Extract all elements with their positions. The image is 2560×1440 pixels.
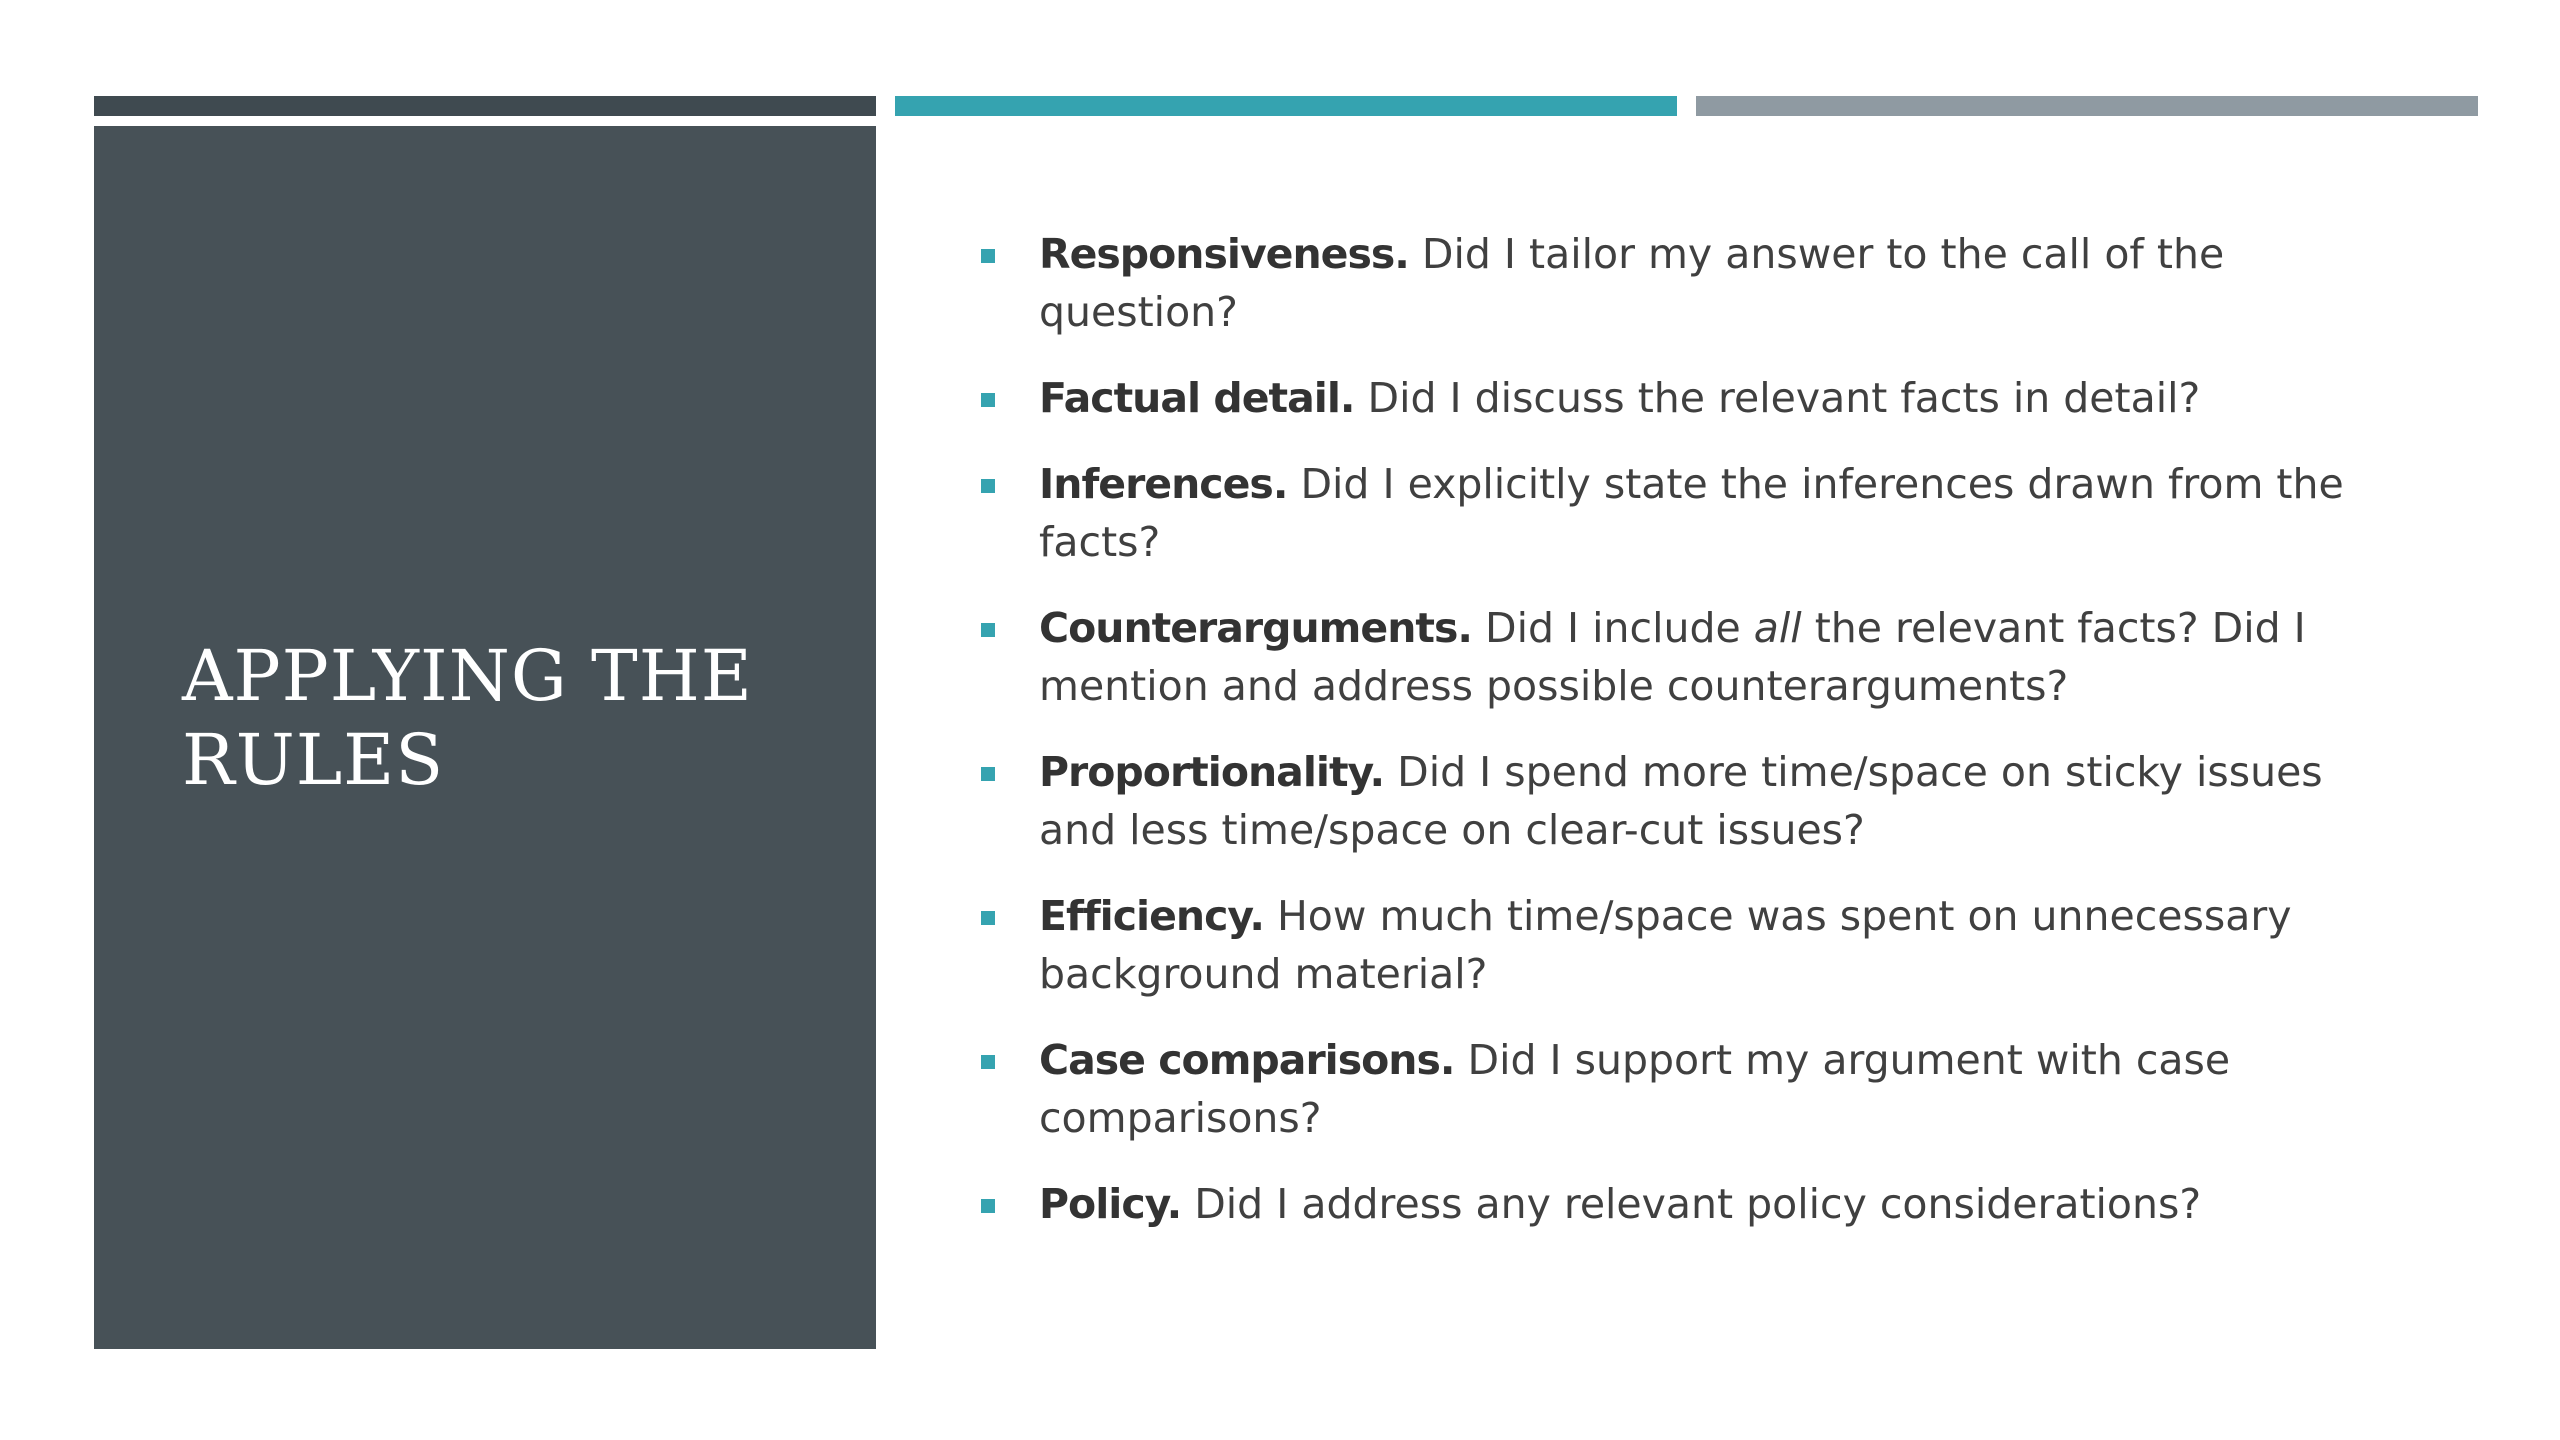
square-bullet-icon	[981, 623, 995, 637]
bullet-text: Did I support my argument with case comparisons?	[1039, 1036, 2231, 1142]
bullet-text: Did I explicitly state the inferences drawn from the facts?	[1039, 460, 2344, 566]
bullet-list	[975, 225, 2375, 1233]
list-item-efficiency	[975, 887, 2375, 1003]
accent-bar-gray	[1696, 96, 2478, 116]
title-panel	[94, 126, 876, 1349]
square-bullet-icon	[981, 1055, 995, 1069]
list-item-case-comparisons	[975, 1031, 2375, 1147]
list-item-responsiveness	[975, 225, 2375, 341]
bullet-term: Policy.	[1039, 1180, 1182, 1228]
bullet-text: How much time/space was spent on unnecessary background material?	[1039, 892, 2292, 998]
square-bullet-icon	[981, 393, 995, 407]
bullet-text: Did I address any relevant policy considerations?	[1181, 1180, 2202, 1228]
bullet-term: Inferences.	[1039, 460, 1288, 508]
square-bullet-icon	[981, 767, 995, 781]
bullet-term: Case comparisons.	[1039, 1036, 1455, 1084]
bullet-text: Did I spend more time/space on sticky issues and less time/space on clear-cut issues?	[1039, 748, 2323, 854]
accent-bar-teal	[895, 96, 1677, 116]
bullet-term: Factual detail.	[1039, 374, 1355, 422]
bullet-text: Did I discuss the relevant facts in detail?	[1354, 374, 2201, 422]
bullet-text: Did I tailor my answer to the call of the question?	[1039, 230, 2225, 336]
list-item-proportionality	[975, 743, 2375, 859]
slide-title: APPLYING THE RULES	[182, 635, 753, 801]
bullet-term: Efficiency.	[1039, 892, 1264, 940]
list-item-policy	[975, 1175, 2375, 1233]
list-item-factual-detail	[975, 369, 2375, 427]
square-bullet-icon	[981, 479, 995, 493]
list-item-inferences	[975, 455, 2375, 571]
bullet-term: Proportionality.	[1039, 748, 1385, 796]
square-bullet-icon	[981, 249, 995, 263]
bullet-text-after: the relevant facts? Did I mention and address possible counterarguments?	[1039, 604, 2306, 710]
square-bullet-icon	[981, 911, 995, 925]
bullet-term: Responsiveness.	[1039, 230, 1409, 278]
bullet-emphasis: all	[1753, 604, 1802, 652]
square-bullet-icon	[981, 1199, 995, 1213]
accent-bar-dark	[94, 96, 876, 116]
content-area	[975, 225, 2375, 1261]
bullet-text-before: Did I include	[1471, 604, 1754, 652]
bullet-term: Counterarguments.	[1039, 604, 1472, 652]
list-item-counterarguments	[975, 599, 2375, 715]
